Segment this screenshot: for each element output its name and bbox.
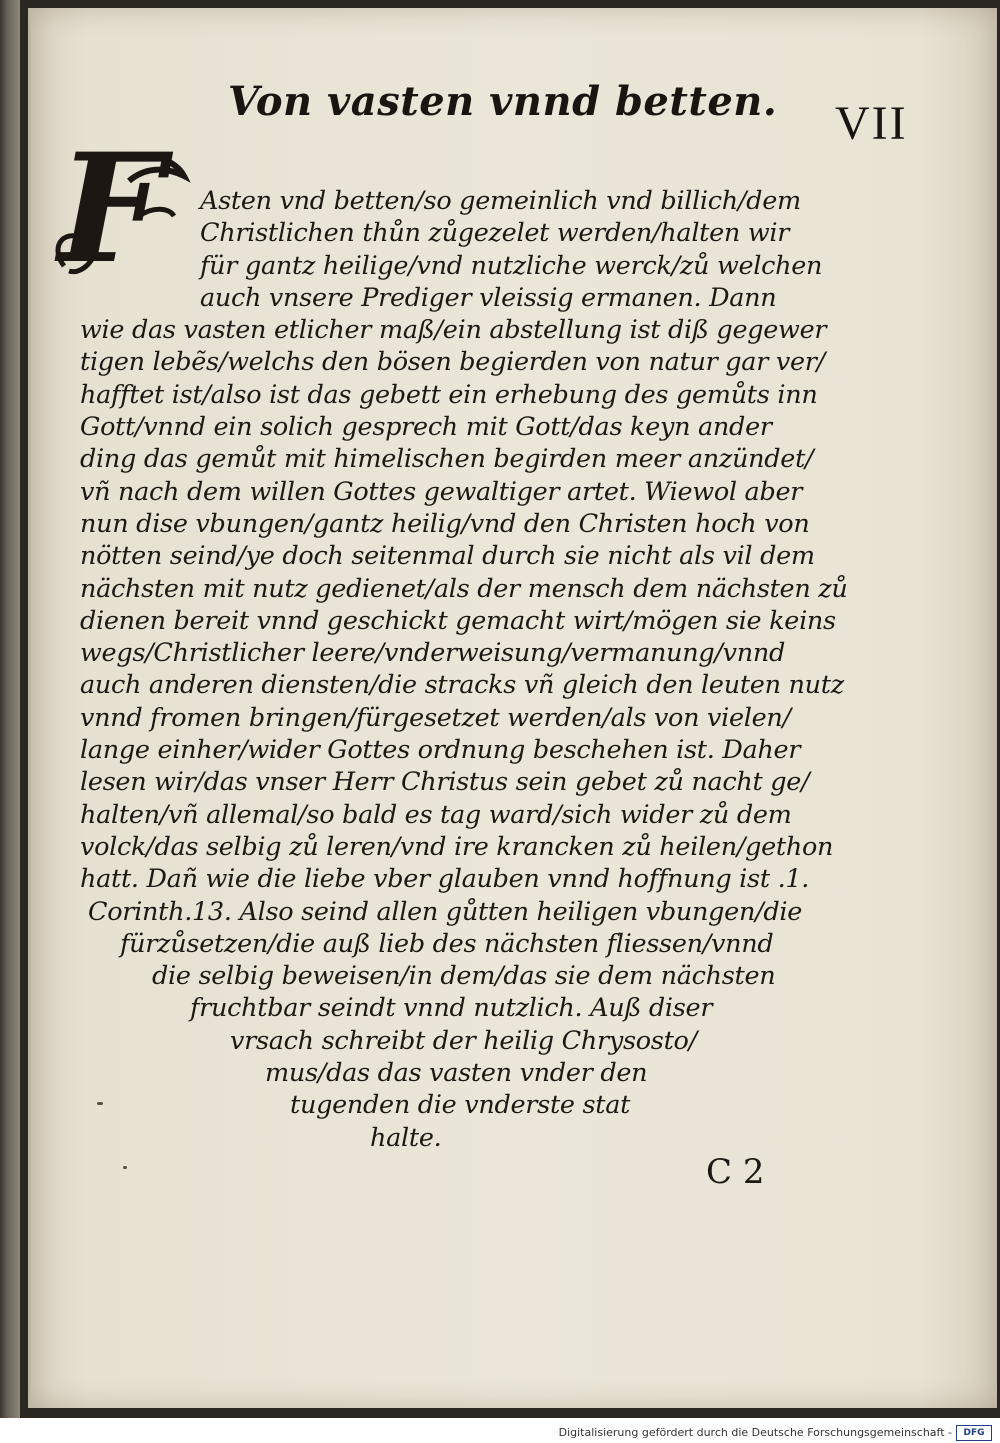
text-line: für gantz heilige/vnd nutzliche werck/zů welchen [200, 250, 823, 281]
text-line: lange einher/wider Gottes ordnung beschehen ist. Daher [80, 735, 801, 766]
text-line: dienen bereit vnnd geschickt gemacht wirt/mögen sie keins [80, 605, 836, 636]
text-line: vnnd fromen bringen/fürgesetzet werden/als von vielen/ [80, 702, 791, 733]
text-line: fürzůsetzen/die auß lieb des nächsten fliessen/vnnd [120, 928, 774, 959]
book-spine-edge [0, 0, 20, 1418]
folio-number: VII [835, 97, 908, 150]
text-line: Corinth.13. Also seind allen gůtten heiligen vbungen/die [88, 896, 803, 927]
text-line: fruchtbar seindt vnnd nutzlich. Auß diser [190, 993, 713, 1024]
text-line: Asten vnd betten/so gemeinlich vnd billich/dem [200, 186, 801, 216]
text-line: hatt. Dañ wie die liebe vber glauben vnnd hoffnung ist .1. [80, 864, 810, 895]
signature-mark: C 2 [706, 1152, 765, 1192]
text-line: auch vnsere Prediger vleissig ermanen. Dann [200, 282, 777, 313]
text-line: wie das vasten etlicher maß/ein abstellung ist diß gegewer [80, 315, 827, 346]
text-line: tigen lebẽs/welchs den bösen begierden von natur gar ver/ [80, 347, 825, 378]
text-line: vrsach schreibt der heilig Chrysosto/ [230, 1025, 697, 1056]
text-line: tugenden die vnderste stat [290, 1090, 631, 1121]
text-line: Christlichen thůn zůgezelet werden/halten wir [200, 218, 790, 249]
text-line: ding das gemůt mit himelischen begirden meer anzündet/ [80, 444, 814, 475]
text-line: halte. [370, 1122, 442, 1153]
text-line: nächsten mit nutz gedienet/als der mensch dem nächsten zů [80, 573, 848, 604]
dfg-logo-icon: DFG [956, 1425, 992, 1441]
text-line: Gott/vnnd ein solich gesprech mit Gott/das keyn ander [80, 412, 772, 443]
text-line: hafftet ist/also ist das gebett ein erhebung des gemůts inn [80, 379, 818, 410]
initial-letter: F [58, 121, 165, 297]
running-head: Von vasten vnnd betten. [228, 78, 778, 125]
text-line: vñ nach dem willen Gottes gewaltiger artet. Wiewol aber [80, 476, 803, 507]
text-line: halten/vñ allemal/so bald es tag ward/sich wider zů dem [80, 799, 792, 830]
ink-speck [123, 1166, 127, 1169]
text-line: lesen wir/das vnser Herr Christus sein gebet zů nacht ge/ [80, 767, 810, 798]
text-line: mus/das das vasten vnder den [265, 1058, 648, 1089]
text-line: nötten seind/ye doch seitenmal durch sie nicht als vil dem [80, 541, 815, 572]
text-line: die selbig beweisen/in dem/das sie dem nächsten [152, 961, 776, 992]
text-line: wegs/Christlicher leere/vnderweisung/vermanung/vnnd [80, 638, 786, 669]
text-line: nun dise vbungen/gantz heilig/vnd den Christen hoch von [80, 508, 810, 539]
main-text-block [80, 185, 848, 1154]
text-line: auch anderen diensten/die stracks vñ gleich den leuten nutz [80, 670, 844, 701]
funding-credit: Digitalisierung gefördert durch die Deutsche Forschungsgemeinschaft - [558, 1426, 952, 1439]
footer-bar [0, 1418, 1000, 1443]
text-line: volck/das selbig zů leren/vnd ire krancken zů heilen/gethon [80, 831, 834, 862]
